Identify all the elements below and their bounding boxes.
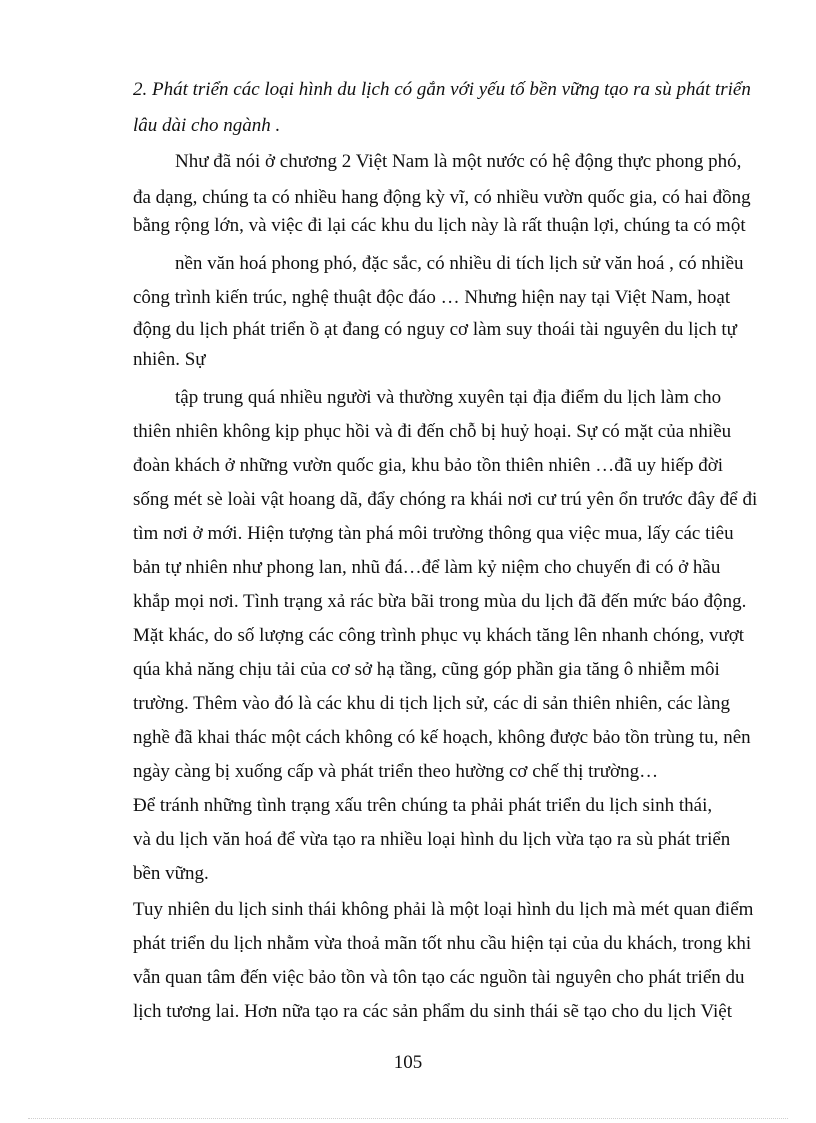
footer-divider	[28, 1118, 788, 1119]
body-line: trường. Thêm vào đó là các khu di tịch lịch sử, các di sản thiên nhiên, các làng	[133, 693, 730, 714]
body-line: bằng rộng lớn, và việc đi lại các khu du lịch này là rất thuận lợi, chúng ta có một	[133, 215, 746, 236]
body-line: đoàn khách ở những vườn quốc gia, khu bảo tồn thiên nhiên …đã uy hiếp đời	[133, 455, 724, 476]
body-line: lịch tương lai. Hơn nữa tạo ra các sản phẩm du sinh thái sẽ tạo cho du lịch Việt	[133, 1001, 733, 1022]
body-line: ngày càng bị xuống cấp và phát triển theo hường cơ chế thị trường…	[133, 761, 659, 782]
body-line: công trình kiến trúc, nghệ thuật độc đáo … Nhưng hiện nay tại Việt Nam, hoạt	[133, 287, 731, 308]
body-line: Tuy nhiên du lịch sinh thái không phải là một loại hình du lịch mà mét quan điểm	[133, 899, 754, 920]
body-line: nền văn hoá phong phó, đặc sắc, có nhiều di tích lịch sử văn hoá , có nhiều	[175, 253, 744, 274]
body-line: động du lịch phát triển ồ ạt đang có nguy cơ làm suy thoái tài nguyên du lịch tự	[133, 319, 737, 340]
body-line: sống mét sè loài vật hoang dã, đẩy chóng ra khái nơi cư trú yên ổn trước đây để đi	[133, 489, 758, 510]
body-line: Mặt khác, do số lượng các công trình phục vụ khách tăng lên nhanh chóng, vượt	[133, 625, 745, 646]
body-line: bền vững.	[133, 863, 209, 884]
body-line: qúa khả năng chịu tải của cơ sở hạ tầng, cũng góp phần gia tăng ô nhiễm môi	[133, 659, 720, 680]
body-line: bản tự nhiên như phong lan, nhũ đá…để làm kỷ niệm cho chuyến đi có ở hầu	[133, 557, 721, 578]
page-number: 105	[393, 1052, 423, 1073]
body-line: Để tránh những tình trạng xấu trên chúng ta phải phát triển du lịch sinh thái,	[133, 795, 713, 816]
body-line: tìm nơi ở mới. Hiện tượng tàn phá môi trường thông qua việc mua, lấy các tiêu	[133, 523, 734, 544]
body-line: vẫn quan tâm đến việc bảo tồn và tôn tạo các nguồn tài nguyên cho phát triển du	[133, 967, 745, 988]
body-line: nhiên. Sự	[133, 349, 206, 370]
body-line: thiên nhiên không kịp phục hồi và đi đến chỗ bị huỷ hoại. Sự có mặt của nhiều	[133, 421, 732, 442]
section-heading-line-1: 2. Phát triển các loại hình du lịch có gắn với yếu tố bền vững tạo ra sù phát triển	[133, 79, 751, 100]
body-line: khắp mọi nơi. Tình trạng xả rác bừa bãi trong mùa du lịch đã đến mức báo động.	[133, 591, 747, 612]
body-line: đa dạng, chúng ta có nhiều hang động kỳ vĩ, có nhiều vườn quốc gia, có hai đồng	[133, 187, 751, 208]
body-line: nghề đã khai thác một cách không có kế hoạch, không được bảo tồn trùng tu, nên	[133, 727, 751, 748]
body-line: phát triển du lịch nhằm vừa thoả mãn tốt nhu cầu hiện tại của du khách, trong khi	[133, 933, 752, 954]
body-line: Như đã nói ở chương 2 Việt Nam là một nước có hệ động thực phong phó,	[175, 151, 742, 172]
body-line: và du lịch văn hoá để vừa tạo ra nhiều loại hình du lịch vừa tạo ra sù phát triển	[133, 829, 731, 850]
body-line: tập trung quá nhiều người và thường xuyên tại địa điểm du lịch làm cho	[175, 387, 722, 408]
section-heading-line-2: lâu dài cho ngành .	[133, 115, 281, 136]
